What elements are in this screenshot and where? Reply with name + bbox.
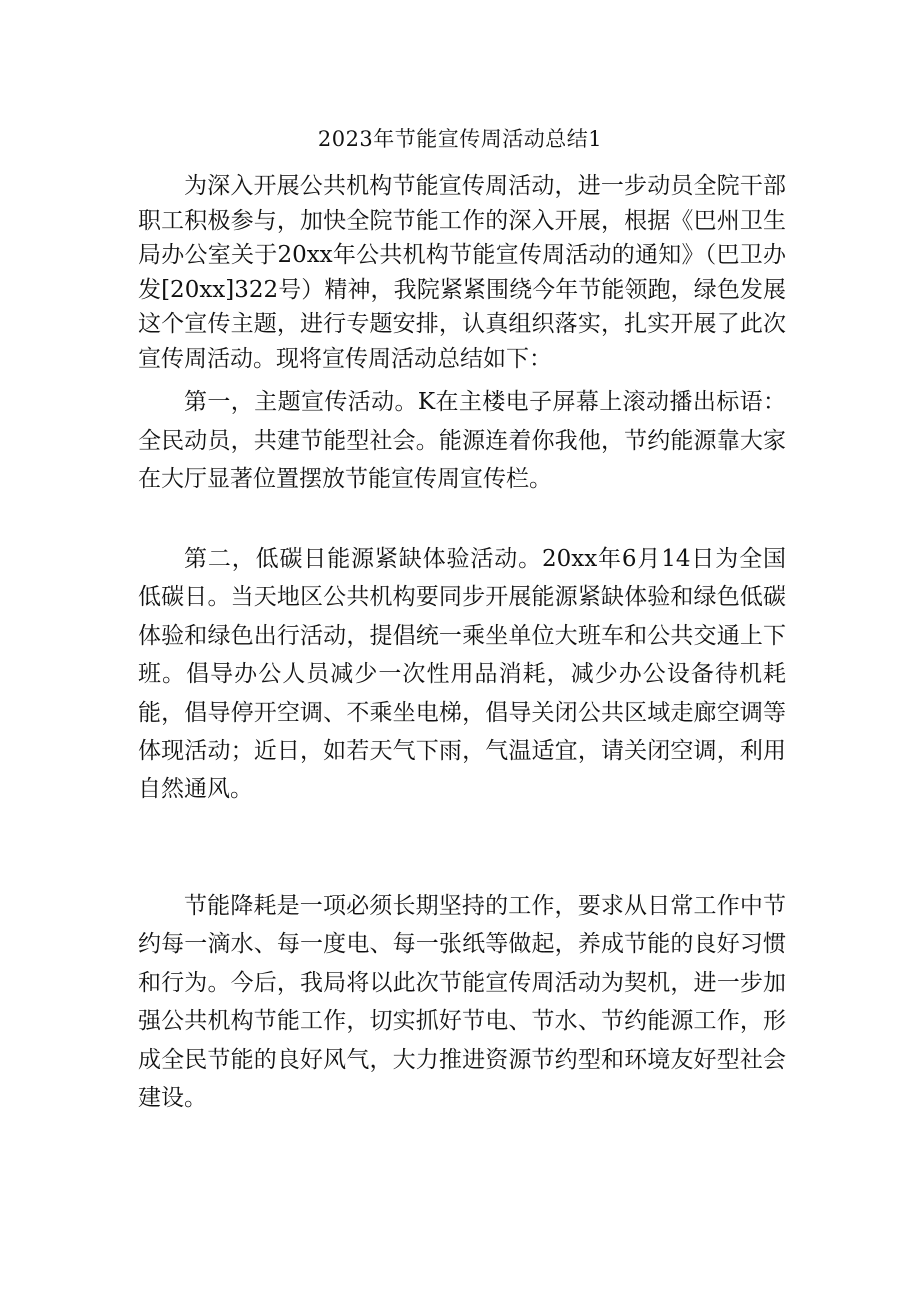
paragraph-conclusion: 节能降耗是一项必须长期坚持的工作，要求从日常工作中节约每一滴水、每一度电、每一张纸等做起，养成节能的良好习惯和行为。今后，我局将以此次节能宣传周活动为契机，进一步加强公共机构节能工作，切实抓好节电、节水、节约能源工作，形成全民节能的良好风气，大力推进资源节约型和环境友好型社会建设。 xyxy=(138,893,786,1112)
paragraph-introduction: 为深入开展公共机构节能宣传周活动，进一步动员全院干部职工积极参与，加快全院节能工作的深入开展，根据《巴州卫生局办公室关于20xx年公共机构节能宣传周活动的通知》（巴卫办发[20xx]322号）精神，我院紧紧围绕今年节能领跑，绿色发展这个宣传主题，进行专题安排，认真组织落实，扎实开展了此次宣传周活动。现将宣传周活动总结如下： xyxy=(138,173,786,372)
document-title: 2023年节能宣传周活动总结1 xyxy=(317,127,603,151)
paragraph-theme-promotion: 第一，主题宣传活动。K在主楼电子屏幕上滚动播出标语：全民动员，共建节能型社会。能源连着你我他，节约能源靠大家在大厅显著位置摆放节能宣传周宣传栏。 xyxy=(138,389,786,492)
paragraph-low-carbon-day: 第二，低碳日能源紧缺体验活动。20xx年6月14日为全国低碳日。当天地区公共机构要同步开展能源紧缺体验和绿色低碳体验和绿色出行活动，提倡统一乘坐单位大班车和公共交通上下班。倡导办公人员减少一次性用品消耗，减少办公设备待机耗能，倡导停开空调、不乘坐电梯，倡导关闭公共区域走廊空调等体现活动；近日，如若天气下雨，气温适宜，请关闭空调，利用自然通风。 xyxy=(138,546,786,803)
